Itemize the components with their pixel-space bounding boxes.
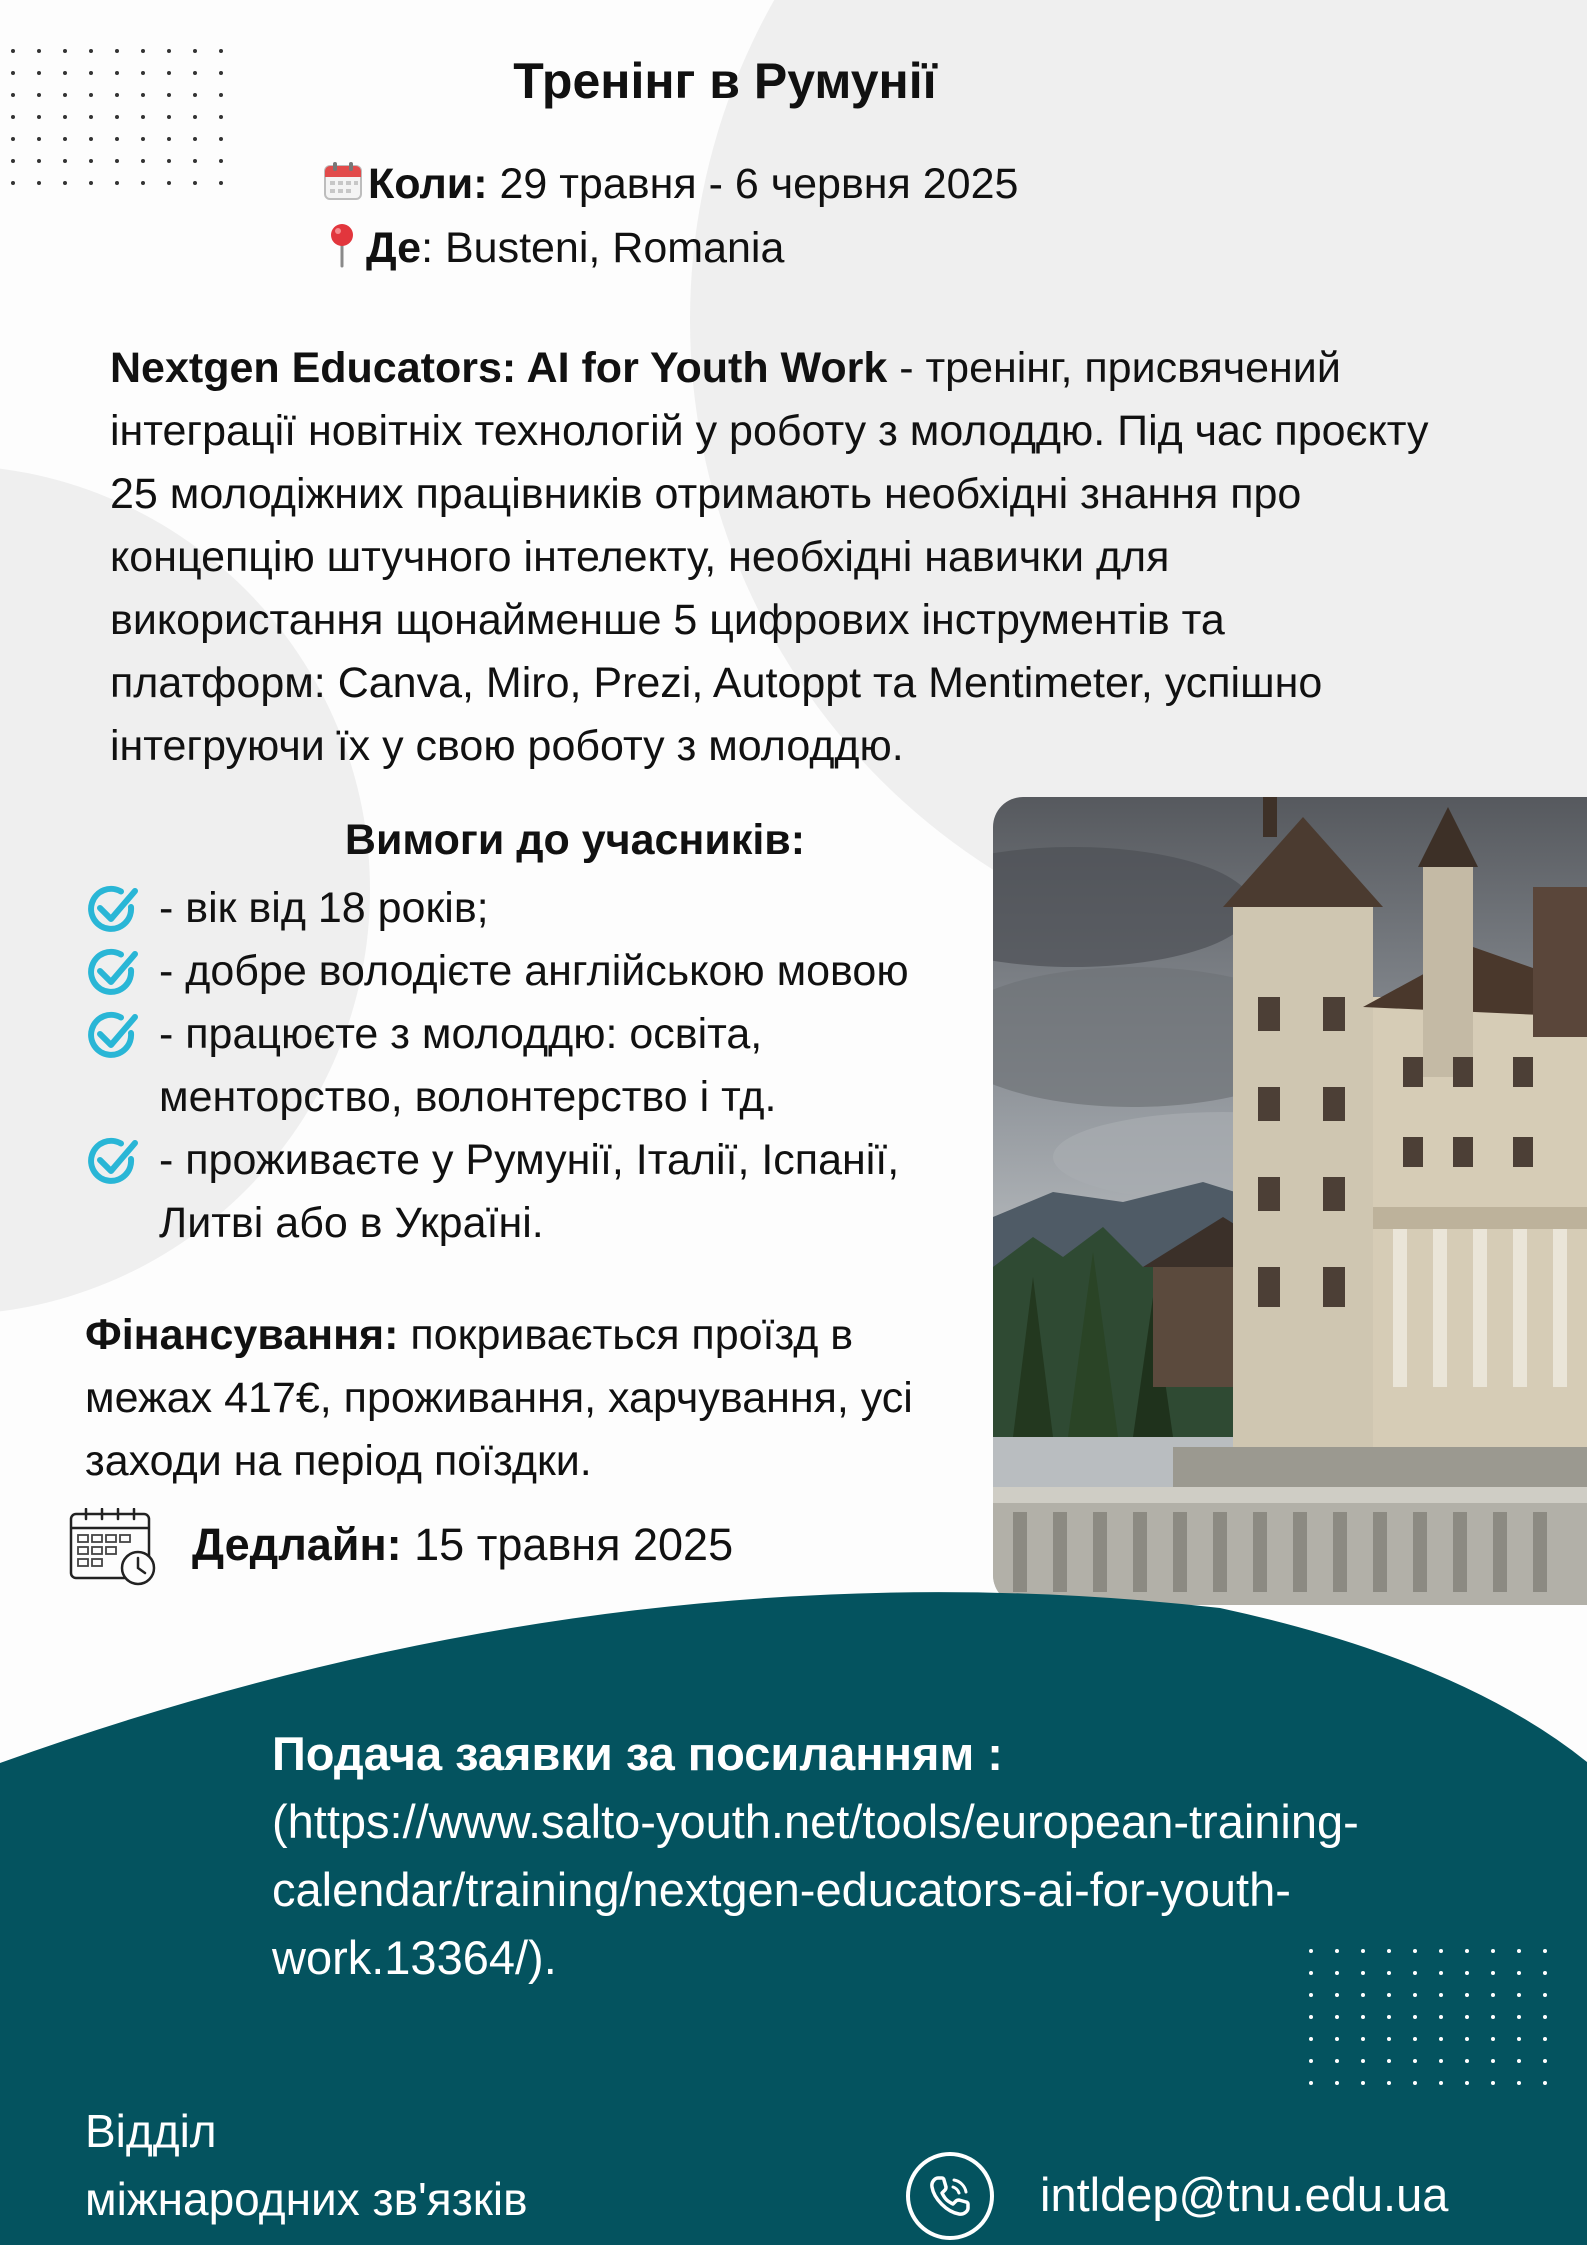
department-line-2: міжнародних зв'язків <box>85 2173 528 2225</box>
requirement-text: - добре володієте англійською мовою <box>159 947 909 995</box>
deadline-label: Дедлайн: <box>192 1519 402 1570</box>
department-line-1: Відділ <box>85 2105 217 2157</box>
description-text: - тренінг, присвячений інтеграції новітніх технологій у роботу з молоддю. Під час проєкту 25 молодіжних працівників отримають необхідні знання про концепцію штучного інтелекту, необхідні навички для використання щонайменше 5 цифрових інструментів та платформ: Canva, Miro, Prezi, Autoppt та Mentimeter, успішно інтегруючи їх у свою роботу з молоддю. <box>110 344 1429 770</box>
application-link[interactable]: (https://www.salto-youth.net/tools/european-training-calendar/training/nextgen-educators-ai-for-youth-work.13364/). <box>272 1795 1359 1984</box>
when-value: 29 травня - 6 червня 2025 <box>487 160 1019 208</box>
where-value: : Busteni, Romania <box>421 223 785 272</box>
application-info <box>272 1720 1372 1992</box>
funding-text: покривається проїзд в межах 417€, проживання, харчування, усі заходи на період поїздки. <box>85 1311 913 1485</box>
where-label: Де <box>366 223 422 272</box>
requirements-title: Вимоги до учасників: <box>344 816 806 864</box>
contact-email[interactable]: intldep@tnu.edu.ua <box>1040 2168 1449 2221</box>
requirement-text: - вік від 18 років; <box>159 884 489 932</box>
training-name: Nextgen Educators: AI for Youth Work <box>110 344 888 392</box>
deadline-value: 15 травня 2025 <box>401 1519 734 1570</box>
page-title: Тренінг в Румунії <box>513 53 937 109</box>
phone-icon <box>906 2152 994 2240</box>
funding-label: Фінансування: <box>85 1311 399 1359</box>
requirement-text: - проживаєте у Румунії, Італії, Іспанії, Литві або в Україні. <box>159 1136 900 1247</box>
requirement-text: - працюєте з молоддю: освіта, менторство, волонтерство і тд. <box>159 1010 777 1121</box>
when-label: Коли: <box>368 160 488 208</box>
application-heading: Подача заявки за посиланням : <box>272 1727 1003 1780</box>
department-name <box>85 2097 528 2233</box>
